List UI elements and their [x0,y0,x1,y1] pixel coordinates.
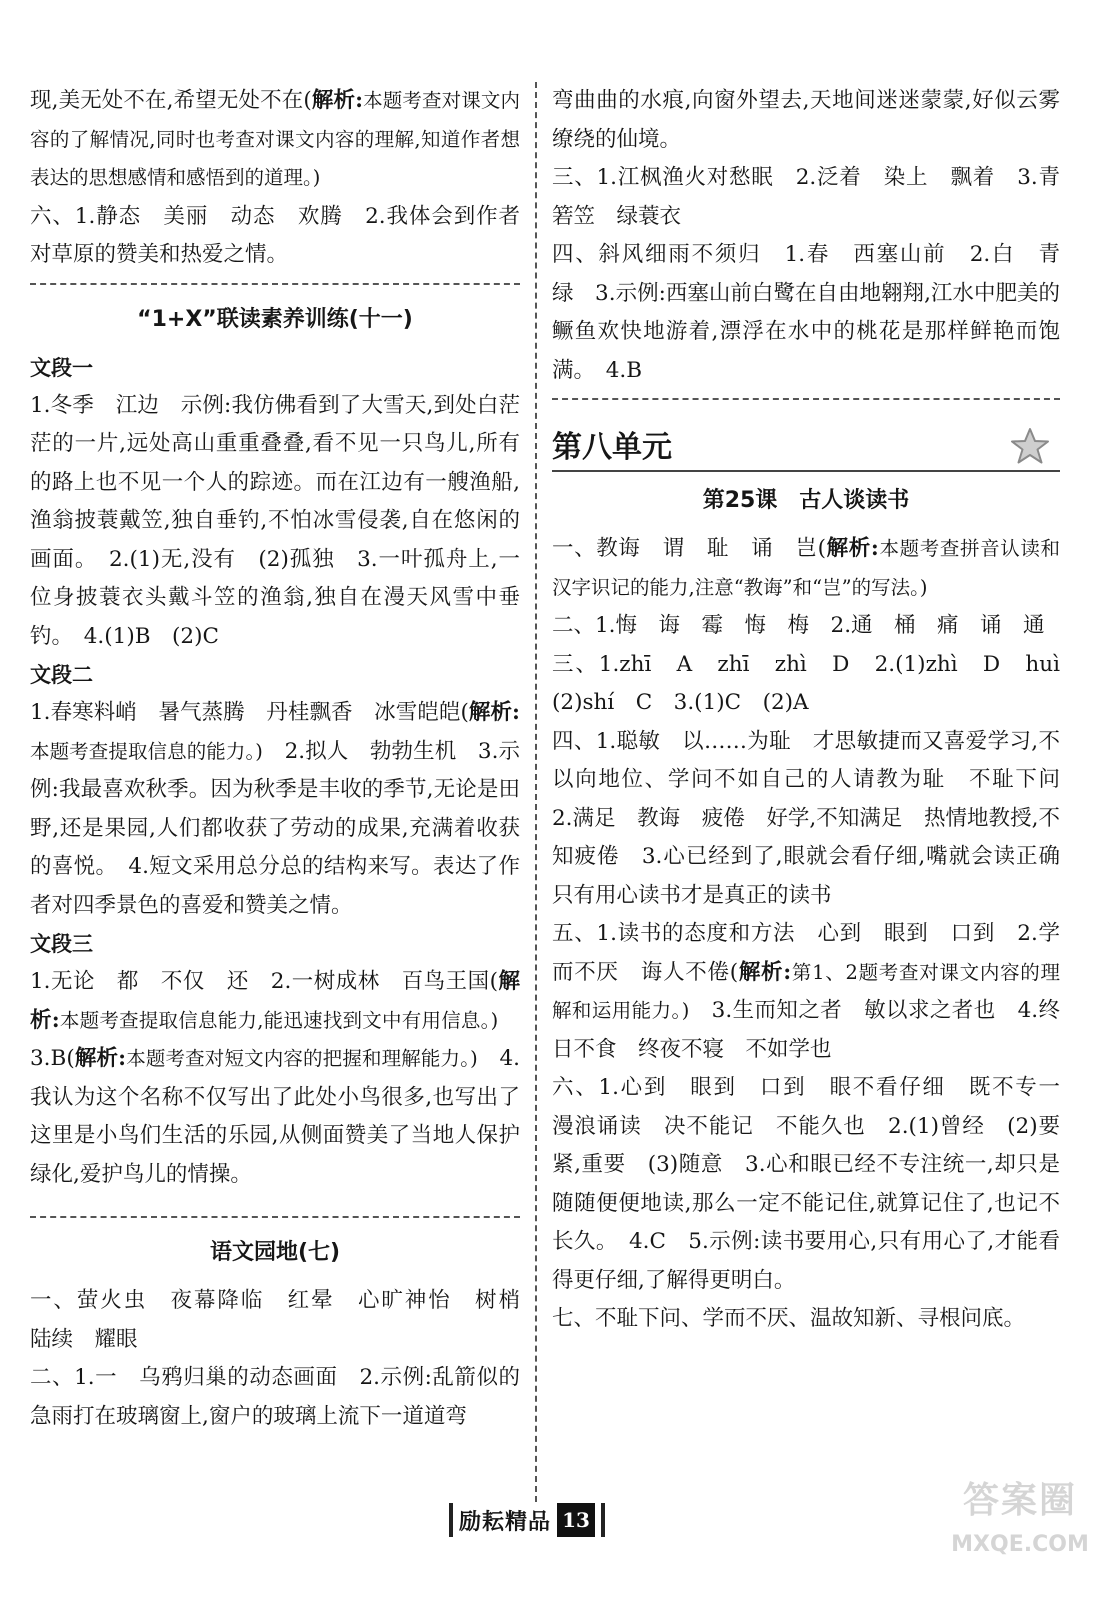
section-title-11: “1+X”联读素养训练(十一) [137,306,413,332]
analysis-label: 解析: [825,536,879,561]
duan2-analysis: 本题考查提取信息的能力。) [30,739,263,763]
section-divider [552,398,1060,400]
right-column [552,82,1082,1339]
section-divider [30,283,520,285]
lesson-q7: 七、不耻下问、学而不厌、温故知新、寻根问底。 [552,1306,1026,1331]
watermark-logo [945,1470,1095,1595]
yuwen-q1: 一、萤火虫 夜幕降临 红晕 心旷神怡 树梢 陆续 耀眼 [30,1288,542,1352]
duan3-analysis-1: 本题考查提取信息能力,能迅速找到文中有用信息。) [59,1008,499,1032]
lesson-q3: 三、1.zhī A zhī zhì D 2.(1)zhì D huì (2)shí C 3.(1)C (2)A [552,651,1082,715]
analysis-label: 解析: [311,88,364,113]
lesson-q5-analysis: 第1、2题考查对课文内容的理解和运用能力。) [552,960,1060,1022]
watermark-url: MXQE.COM [951,1532,1089,1557]
lesson-q1 [552,530,1060,607]
yuwen-q4: 四、斜风细雨不须归 1.春 西塞山前 2.白 青 绿 3.示例:西塞山前白鹭在自由地翱翔,江水中肥美的鳜鱼欢快地游着,漂浮在水中的桃花是那样鲜艳而饱满。 4.B [552,242,1082,383]
intro-pre: 现,美无处不在,希望无处不在( [30,88,312,113]
lesson-q5-a: 五、1.读书的态度和方法 心到 眼到 口到 2.学而不厌 诲人不倦( [552,921,1060,985]
yuwen-q2: 二、1.一 乌鸦归巢的动态画面 2.示例:乱箭似的急雨打在玻璃窗上,窗户的玻璃上流下一道道弯 [30,1365,520,1429]
analysis-label: 解析: [30,969,520,1033]
lesson-q2: 二、1.悔 诲 霉 悔 梅 2.通 桶 痛 诵 通 [552,613,1045,638]
page-footer [443,1500,611,1540]
intro-analysis: 本题考查对课文内容的了解情况,同时也考查对课文内容的理解,知道作者想表达的思想感情和感悟到的道理。) [30,89,520,189]
footer-brand: 励耘精品 [459,1509,552,1535]
duan2-label: 文段二 [30,663,93,687]
star-icon [1010,426,1050,466]
yuwen-q2-continued: 弯曲曲的水痕,向窗外望去,天地间迷迷蒙蒙,好似云雾缭绕的仙境。 [552,88,1060,152]
lesson-q5 [552,915,1060,1069]
duan2-answer [30,694,520,925]
footer-bar-right [601,1503,605,1537]
analysis-label: 解析: [738,959,792,985]
duan3-e: 4.我认为这个名称不仅写出了此处小鸟很多,也写出了这里是小鸟们生活的乐园,从侧面赞美了当地人保护绿化,爱护鸟儿的情操。 [30,1046,521,1187]
footer-bar-left [449,1503,453,1537]
analysis-label: 解析: [74,1046,127,1071]
lesson-q5-c: 3.生而知之者 敏以求之者也 4.终日不食 终夜不寝 不如学也 [552,998,1061,1062]
section-divider [30,1216,520,1218]
lesson-title: 第25课 古人谈读书 [702,488,910,513]
duan3-analysis-2: 本题考查对短文内容的把握和理解能力。) [126,1047,478,1070]
duan3-answer [30,963,520,1194]
unit-header [552,414,1060,472]
duan2-c: 2.拟人 勃勃生机 3.示例:我最喜欢秋季。因为秋季是丰收的季节,无论是田野,还是果园,人们都收获了劳动的成果,充满着收获的喜悦。 4.短文采用总分总的结构来写。表达了作者对四季景色的喜爱和赞美之情。 [30,738,521,918]
duan1-label: 文段一 [30,355,93,380]
duan3-label: 文段三 [30,932,93,956]
analysis-label: 解析: [468,700,520,725]
intro-paragraph [30,82,520,198]
duan2-a: 1.春寒料峭 暑气蒸腾 丹桂飘香 冰雪皑皑( [30,700,469,725]
lesson-q1-a: 一、教诲 谓 耻 诵 岂( [552,536,826,561]
lesson-q4: 四、1.聪敏 以……为耻 才思敏捷而又喜爱学习,不以向地位、学问不如自己的人请教为耻 不耻下问 2.满足 教诲 疲倦 好学,不知满足 热情地教授,不知疲倦 3.心已经到了,眼就会看仔细,嘴就会读正确 只有用心读书才是真正的读书 [552,728,1082,908]
unit-title: 第八单元 [552,430,672,465]
watermark-text: 答案圈 [962,1480,1077,1521]
duan1-answer: 1.冬季 江边 示例:我仿佛看到了大雪天,到处白茫茫的一片,远处高山重重叠叠,看不见一只鸟儿,所有的路上也不见一个人的踪迹。而在江边有一艘渔船,渔翁披蓑戴笠,独自垂钓,不怕冰雪侵袭,自在悠闲的画面。 2.(1)无,没有 (2)孤独 3.一叶孤舟上,一位身披蓑衣头戴斗笠的渔翁,独自在漫天风雪中垂钓。 4.(1)B (2)C [30,392,520,649]
section-title-yuwen: 语文园地(七) [209,1240,341,1265]
left-column [30,82,542,1436]
lesson-q1-analysis: 本题考查拼音认读和汉字识记的能力,注意“教诲”和“岂”的写法。) [552,537,1060,599]
q6-answer: 六、1.静态 美丽 动态 欢腾 2.我体会到作者对草原的赞美和热爱之情。 [30,203,520,267]
lesson-q6: 六、1.心到 眼到 口到 眼不看仔细 既不专一 漫浪诵读 决不能记 不能久也 2.(1)曾经 (2)要紧,重要 (3)随意 3.心和眼已经不专注统一,却只是随随便便地读,那么一定不能记住,就算记住了,也记不长久。 4.C 5.示例:读书要用心,只有用心了,才能看得更仔细,了解得更明白。 [552,1075,1082,1293]
page-number: 13 [557,1503,595,1537]
yuwen-q3: 三、1.江枫渔火对愁眠 2.泛着 染上 飘着 3.青箬笠 绿蓑衣 [552,165,1060,229]
duan3-c: 3.B( [30,1007,520,1071]
duan3-a: 1.无论 都 不仅 还 2.一树成林 百鸟王国( [30,969,498,994]
